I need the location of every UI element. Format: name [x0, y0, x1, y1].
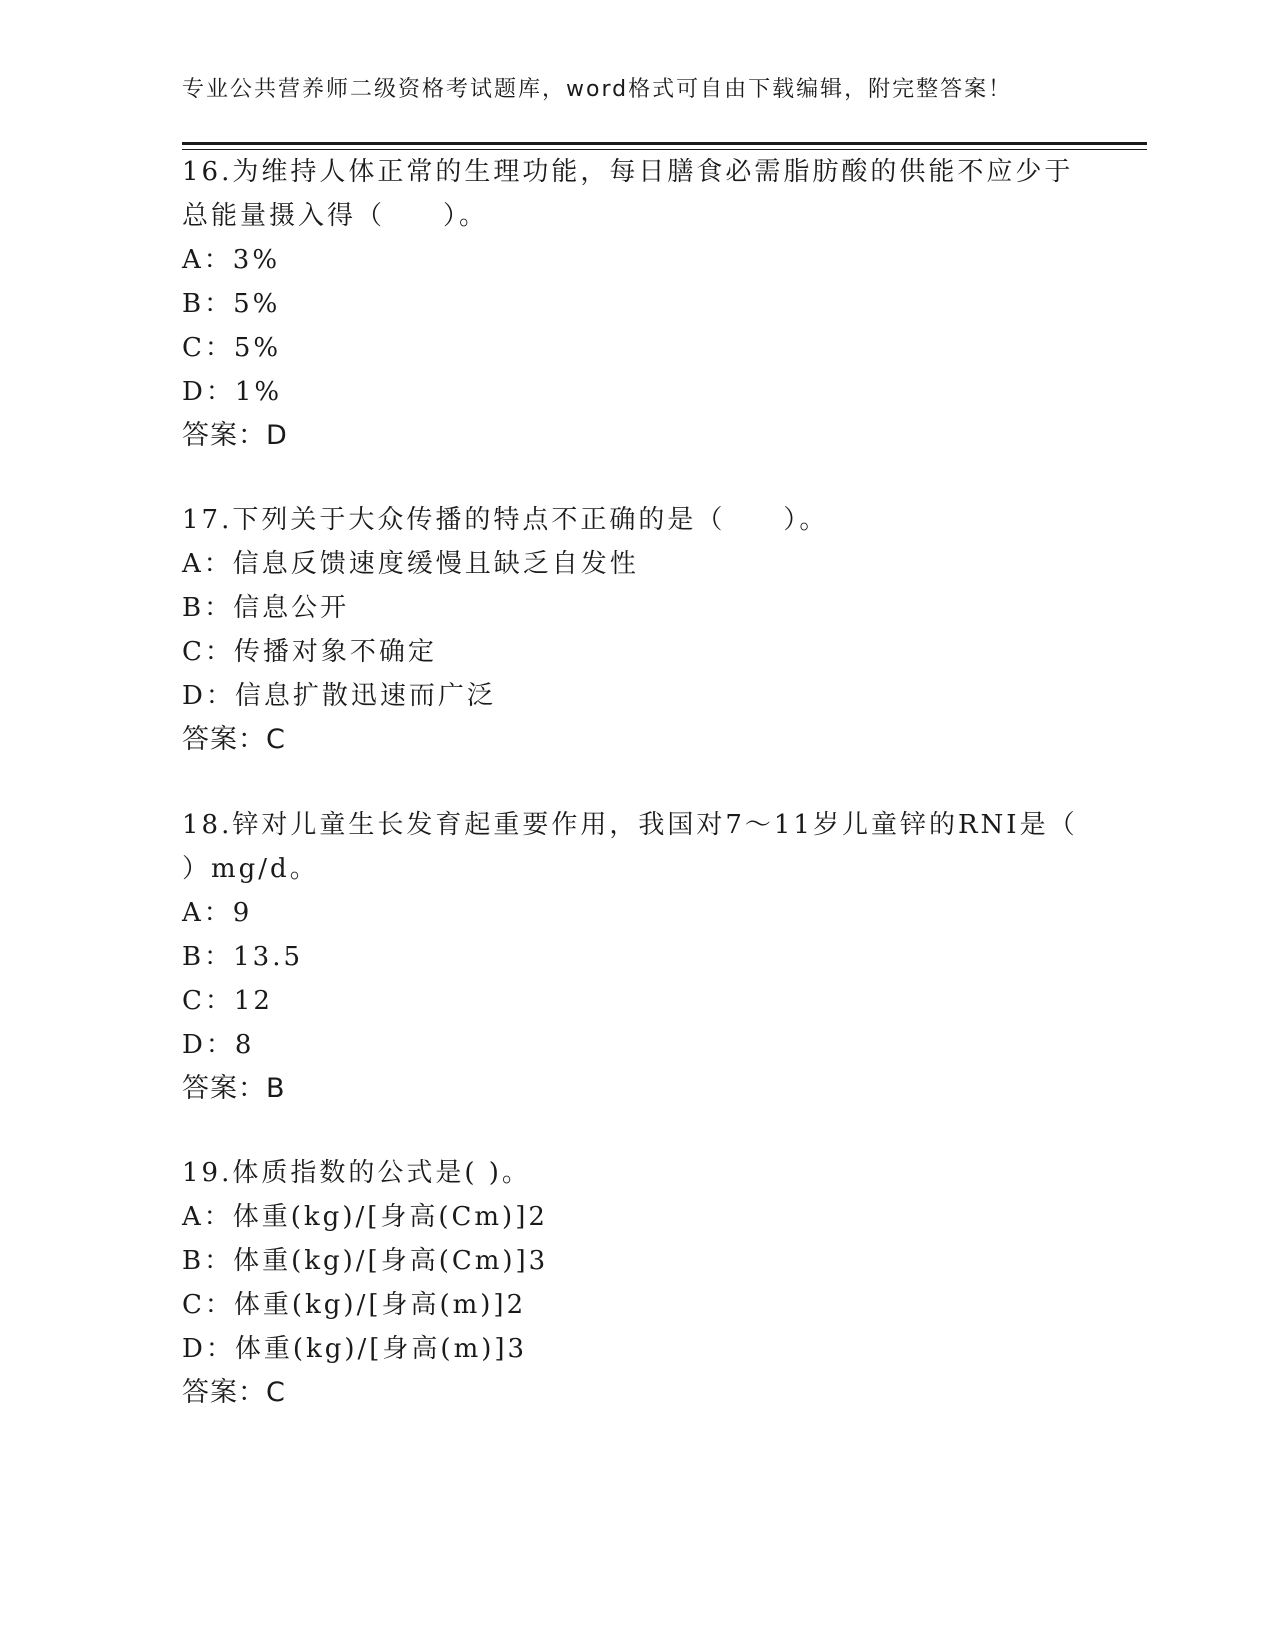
option-c: C：体重(kg)/[身高(m)]2 — [182, 1290, 527, 1320]
option-a: A：信息反馈速度缓慢且缺乏自发性 — [182, 549, 639, 579]
answer-line: 答案：D — [182, 420, 288, 451]
option-d: D：8 — [182, 1030, 255, 1060]
answer-line: 答案：C — [182, 1377, 286, 1408]
question-stem-line: 16.为维持人体正常的生理功能，每日膳食必需脂肪酸的供能不应少于 — [182, 157, 1074, 187]
option-c: C：5% — [182, 333, 282, 363]
option-c: C：12 — [182, 986, 273, 1016]
option-b: B：5% — [182, 289, 281, 319]
option-d: D：1% — [182, 377, 283, 407]
question-stem-line: 总能量摄入得（ ）。 — [182, 201, 489, 231]
question-stem-line: 18.锌对儿童生长发育起重要作用，我国对7～11岁儿童锌的RNI是（ — [182, 810, 1078, 840]
question-18 — [182, 803, 1102, 1111]
option-d: D：体重(kg)/[身高(m)]3 — [182, 1334, 528, 1364]
header-divider-thick — [182, 142, 1147, 145]
question-19 — [182, 1151, 1102, 1415]
option-b: B：13.5 — [182, 942, 303, 972]
question-stem-line: 19.体质指数的公式是( )。 — [182, 1158, 531, 1188]
question-16 — [182, 150, 1102, 458]
option-a: A：体重(kg)/[身高(Cm)]2 — [182, 1202, 548, 1232]
question-17 — [182, 498, 1102, 762]
option-b: B：体重(kg)/[身高(Cm)]3 — [182, 1246, 549, 1276]
page-header: 专业公共营养师二级资格考试题库，word格式可自由下载编辑，附完整答案！ — [182, 77, 1013, 102]
option-c: C：传播对象不确定 — [182, 637, 437, 667]
question-stem-line: 17.下列关于大众传播的特点不正确的是（ ）。 — [182, 505, 829, 535]
answer-line: 答案：B — [182, 1073, 286, 1104]
option-d: D：信息扩散迅速而广泛 — [182, 681, 496, 711]
option-b: B：信息公开 — [182, 593, 350, 623]
answer-line: 答案：C — [182, 724, 286, 755]
option-a: A：9 — [182, 898, 253, 928]
option-a: A：3% — [182, 245, 281, 275]
question-stem-line: ）mg/d。 — [182, 854, 319, 884]
